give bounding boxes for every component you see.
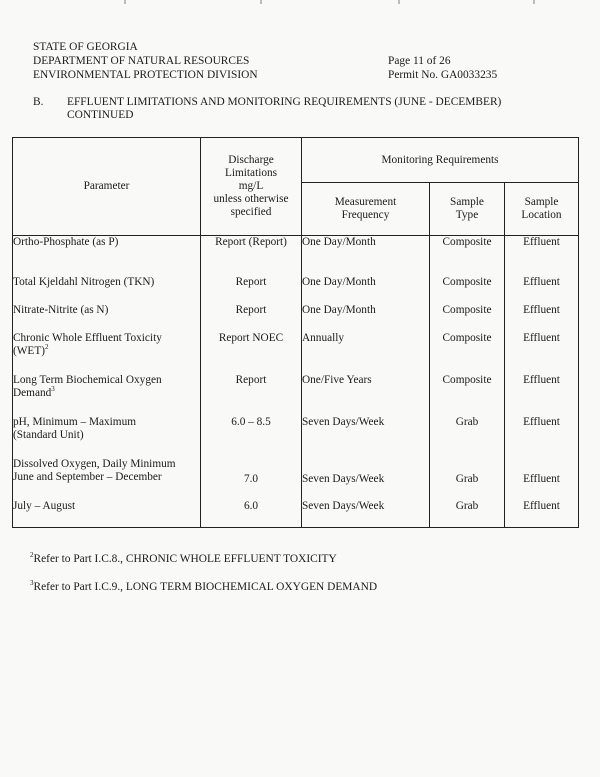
- discharge-limitations-header: [201, 138, 302, 236]
- header-line: mg/L: [238, 180, 264, 192]
- permit-number: Permit No. GA0033235: [388, 69, 498, 81]
- scan-marks: [0, 0, 600, 6]
- sample-type-cell: Grab: [430, 458, 505, 500]
- table-row: [13, 500, 579, 528]
- sample-location-cell: Effluent: [505, 276, 579, 304]
- table-row: [13, 304, 579, 332]
- footnote: [30, 552, 337, 566]
- parameter-cell: [13, 416, 201, 458]
- frequency-cell: One Day/Month: [302, 236, 430, 276]
- header-line: Type: [455, 209, 479, 221]
- sample-type-cell: Composite: [430, 236, 505, 276]
- sample-location-cell: Effluent: [505, 416, 579, 458]
- sample-type-cell: Composite: [430, 332, 505, 374]
- footnote-number: 2: [30, 551, 34, 560]
- frequency-header: [302, 183, 430, 236]
- agency-line: ENVIRONMENTAL PROTECTION DIVISION: [33, 69, 258, 81]
- footnote-ref: 3: [51, 384, 55, 393]
- monitoring-requirements-header: Monitoring Requirements: [302, 138, 579, 183]
- footnote-text: Refer to Part I.C.8., CHRONIC WHOLE EFFLUENT TOXICITY: [33, 553, 337, 565]
- sample-type-cell: Composite: [430, 304, 505, 332]
- header-line: Limitations: [224, 167, 278, 179]
- parameter-line: Demand: [13, 386, 52, 399]
- agency-line: DEPARTMENT OF NATURAL RESOURCES: [33, 55, 250, 67]
- table-row: [13, 276, 579, 304]
- header-line: Location: [521, 209, 562, 221]
- parameter-line: Total Kjeldahl Nitrogen (TKN): [13, 275, 155, 288]
- frequency-cell: One Day/Month: [302, 304, 430, 332]
- parameter-cell: [13, 332, 201, 374]
- sample-location-cell: Effluent: [505, 374, 579, 416]
- parameter-cell: [13, 458, 201, 500]
- parameter-line: Dissolved Oxygen, Daily Minimum: [13, 457, 176, 470]
- footnote-number: 3: [30, 579, 34, 588]
- limit-cell: Report: [201, 304, 302, 332]
- header-line: Sample: [450, 196, 484, 208]
- header-line: Sample: [524, 196, 559, 208]
- frequency-cell: One/Five Years: [302, 374, 430, 416]
- sample-location-cell: Effluent: [505, 304, 579, 332]
- limit-cell: 6.0 – 8.5: [201, 416, 302, 458]
- sample-location-cell: Effluent: [505, 332, 579, 374]
- parameter-line: July – August: [13, 499, 76, 512]
- table-row: [13, 332, 579, 374]
- frequency-cell: Annually: [302, 332, 430, 374]
- parameter-header: Parameter: [13, 138, 201, 236]
- parameter-line: Chronic Whole Effluent Toxicity: [13, 331, 162, 344]
- parameter-line: Nitrate-Nitrite (as N): [13, 303, 109, 316]
- limit-cell: 6.0: [201, 500, 302, 528]
- limit-cell: Report: [201, 276, 302, 304]
- table-row: [13, 458, 579, 500]
- section-letter: B.: [33, 96, 44, 108]
- agency-header: [33, 40, 258, 82]
- header-line: unless otherwise: [213, 193, 289, 205]
- limit-cell: Report NOEC: [201, 332, 302, 374]
- frequency-cell: Seven Days/Week: [302, 458, 430, 500]
- sample-type-cell: Grab: [430, 500, 505, 528]
- sample-type-header: [430, 183, 505, 236]
- section-title-line: CONTINUED: [67, 109, 134, 121]
- parameter-cell: [13, 304, 201, 332]
- page-number: Page 11 of 26: [388, 55, 451, 67]
- parameter-line: Ortho-Phosphate (as P): [13, 236, 119, 248]
- parameter-line: June and September – December: [13, 470, 162, 483]
- parameter-line: (WET): [13, 344, 45, 357]
- header-line: Measurement: [334, 196, 397, 208]
- table-body: [13, 236, 579, 528]
- sample-location-header: [505, 183, 579, 236]
- page-info: [388, 54, 497, 82]
- table-row: [13, 374, 579, 416]
- section-title-line: EFFLUENT LIMITATIONS AND MONITORING REQUIREMENTS (JUNE - DECEMBER): [67, 96, 502, 108]
- frequency-cell: One Day/Month: [302, 276, 430, 304]
- footnote: [30, 580, 377, 594]
- frequency-cell: Seven Days/Week: [302, 500, 430, 528]
- parameter-cell: [13, 276, 201, 304]
- table-row: [13, 236, 579, 276]
- header-line: Discharge: [228, 154, 274, 166]
- parameter-cell: [13, 374, 201, 416]
- effluent-limits-table: [12, 137, 579, 528]
- section-title: [67, 96, 567, 122]
- limit-cell: Report (Report): [201, 236, 302, 276]
- sample-location-cell: Effluent: [505, 500, 579, 528]
- sample-type-cell: Composite: [430, 276, 505, 304]
- table-row: [13, 416, 579, 458]
- limit-cell: Report: [201, 374, 302, 416]
- agency-line: STATE OF GEORGIA: [33, 41, 138, 53]
- sample-location-cell: Effluent: [505, 458, 579, 500]
- parameter-line: pH, Minimum – Maximum: [13, 415, 137, 428]
- sample-type-cell: Composite: [430, 374, 505, 416]
- footnote-text: Refer to Part I.C.9., LONG TERM BIOCHEMICAL OXYGEN DEMAND: [33, 581, 378, 593]
- frequency-cell: Seven Days/Week: [302, 416, 430, 458]
- parameter-cell: [13, 500, 201, 528]
- header-line: specified: [230, 206, 272, 218]
- parameter-cell: [13, 236, 201, 276]
- parameter-line: (Standard Unit): [13, 428, 84, 441]
- limit-cell: 7.0: [201, 458, 302, 500]
- footnote-ref: 2: [45, 342, 49, 351]
- sample-type-cell: Grab: [430, 416, 505, 458]
- sample-location-cell: Effluent: [505, 236, 579, 276]
- header-line: Frequency: [341, 209, 390, 221]
- parameter-line: Long Term Biochemical Oxygen: [13, 373, 162, 386]
